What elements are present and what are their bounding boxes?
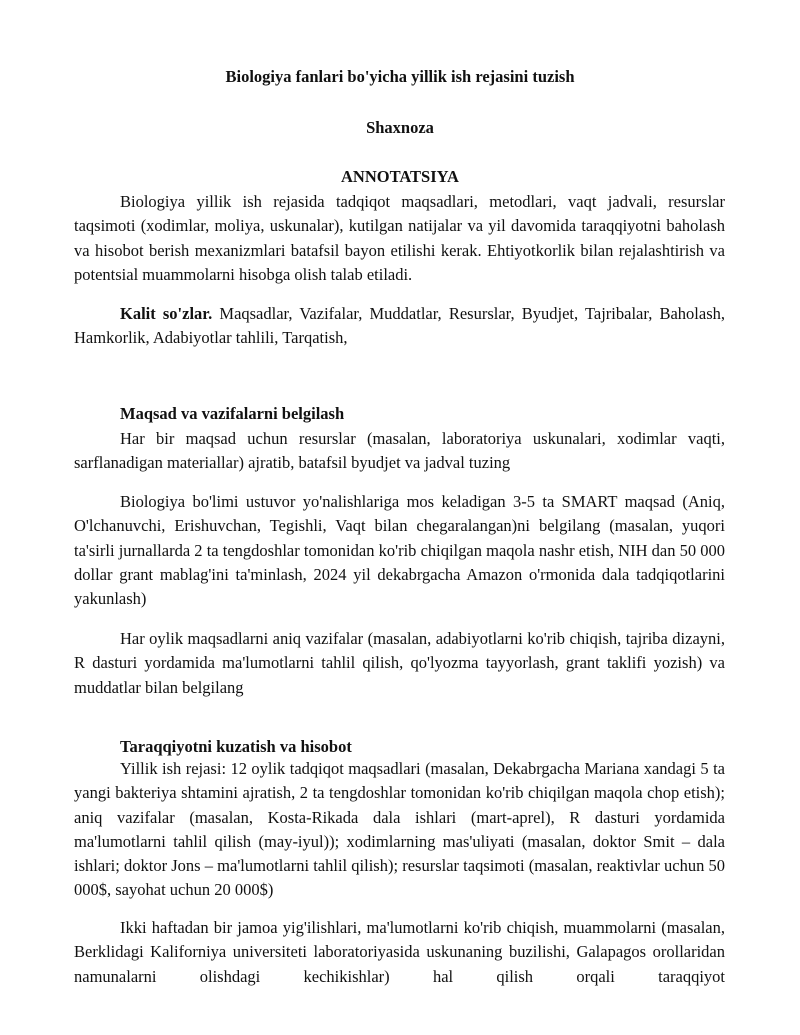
document-title: Biologiya fanlari bo'yicha yillik ish rejasini tuzish: [225, 67, 575, 86]
goals-paragraph-1: Har bir maqsad uchun resurslar (masalan, laboratoriya uskunalari, xodimlar vaqti, sarflanadigan materiallar) ajratib, batafsil byudjet va jadval tuzing: [74, 429, 725, 473]
progress-paragraph-2: Ikki haftadan bir jamoa yig'ilishlari, ma'lumotlarni ko'rib chiqish, muammolarni (masalan, Berklidagi Kaliforniya universiteti laboratoriyasida uskunaning buzilishi, Galapagos orollaridan namunalarni olishdagi kechikishlar) hal qilish orqali taraqqiyot: [74, 918, 725, 986]
goals-paragraph-2: Biologiya bo'limi ustuvor yo'nalishlariga mos keladigan 3-5 ta SMART maqsad (Aniq, O'lchanuvchi, Erishuvchan, Tegishli, Vaqt bilan chegaralangan)ni belgilang (masalan, yuqori ta'sirli jurnallarda 2 ta tengdoshlar tomonidan ko'rib chiqilgan maqola nashr etish, NIH dan 50 000 dollar grant mablag'ini ta'minlash, 2024 yil dekabrgacha Amazon o'rmonida dala tadqiqotlarini yakunlash): [74, 492, 725, 609]
section-heading-progress: Taraqqiyotni kuzatish va hisobot: [120, 737, 352, 756]
author-name: Shaxnoza: [366, 118, 434, 137]
goals-paragraph-3: Har oylik maqsadlarni aniq vazifalar (masalan, adabiyotlarni ko'rib chiqish, tajriba dizayni, R dasturi yordamida ma'lumotlarni tahlil qilish, qo'lyozma tayyorlash, grant taklifi yozish) va muddatlar bilan belgilang: [74, 629, 725, 697]
section-heading-goals: Maqsad va vazifalarni belgilash: [120, 404, 345, 423]
progress-paragraph-1: Yillik ish rejasi: 12 oylik tadqiqot maqsadlari (masalan, Dekabrgacha Mariana xandagi 5 ta yangi bakteriya shtamini ajratish, 2 ta tengdoshlar tomonidan ko'rib chiqilgan maqola chop etish); aniq vazifalar (masalan, Kosta-Rikada dala ishlari (mart-aprel), R dasturi yordamida ma'lumotlarni tahlil qilish (may-iyul)); xodimlarning mas'uliyati (masalan, doktor Smit – dala ishlari; doktor Jons – ma'lumotlarni tahlil qilish); resurslar taqsimoti (masalan, reaktivlar uchun 50 000$, sayohat uchun 20 000$): [74, 759, 725, 900]
annotation-paragraph: Biologiya yillik ish rejasida tadqiqot maqsadlari, metodlari, vaqt jadvali, resurslar taqsimoti (xodimlar, moliya, uskunalar), kutilgan natijalar va yil davomida taraqqiyotni baholash va hisobot berish mexanizmlari batafsil bayon etilishi kerak. Ehtiyotkorlik bilan rejalashtirish va potentsial muammolarni hisobga olish talab etiladi.: [74, 192, 725, 284]
keywords-label: Kalit so'zlar.: [120, 304, 213, 323]
keywords-list: Maqsadlar, Vazifalar, Muddatlar, Resurslar, Byudjet, Tajribalar, Baholash, Hamkorlik, Adabiyotlar tahlili, Tarqatish,: [74, 304, 725, 348]
annotation-heading: ANNOTATSIYA: [341, 167, 459, 186]
keywords-paragraph: [74, 302, 725, 351]
